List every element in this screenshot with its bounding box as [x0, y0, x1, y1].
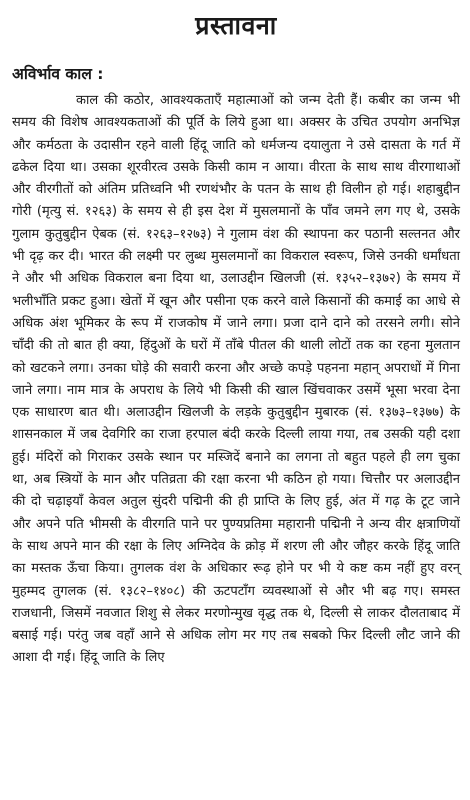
- body-paragraph: काल की कठोर, आवश्यकताएँ महात्माओं को जन्म देती हैं। कबीर का जन्म भी समय की विशेष आवश्यकताओं की पूर्ति के लिये हुआ था। अक्सर के उचित उपयोग अनभिज्ञ और कर्मठता के उदासीन रहने वाली हिंदू जाति को धर्मजन्य दयालुता ने उसे दासता के गर्त में ढकेल दिया था। उसका शूरवीरत्व उसके किसी काम न आया। वीरता के साथ साथ वीरगाथाओं और वीरगीतों को अंतिम प्रतिध्वनि भी रणथंभौर के पतन के साथ ही विलीन हो गई। शहाबुद्दीन गोरी (मृत्यु सं. १२६३) के समय से ही इस देश में मुसलमानों के पाँव जमने लग गए थे, उसके गुलाम कुतुबुद्दीन ऐबक (सं. १२६३–१२७३) ने गुलाम वंश की स्थापना कर पठानी सल्तनत और भी दृढ़ कर दी। भारत की लक्ष्मी पर लुब्ध मुसलमानों का विकराल स्वरूप, जिसे उनकी धर्मांधता ने और भी अधिक विकराल बना दिया था, उलाउद्दीन खिलजी (सं. १३५२–१३७२) के समय में भलीभाँति प्रकट हुआ। खेतों में खून और पसीना एक करने वाले किसानों की कमाई का आधे से अधिक अंश भूमिकर के रूप में राजकोष में जाने लगा। प्रजा दाने दाने को तरसने लगी। सोने चाँदी की तो बात ही क्या, हिंदुओं के घरों में ताँबे पीतल की थाली लोटों तक का रहना मुलतान को खटकने लगा। उनका घोड़े की सवारी करना और अच्छे कपड़े पहनना महान् अपराधों में गिना जाने लगा। नाम मात्र के अपराध के लिये भी किसी की खाल खिंचवाकर उसमें भूसा भरवा देना एक साधारण बात थी। अलाउद्दीन खिलजी के लड़के कुतुबुद्दीन मुबारक (सं. १३७३–१३७७) के शासनकाल में जब देवगिरि का राजा हरपाल बंदी करके दिल्ली लाया गया, तब उसकी यही दशा हुई। मंदिरों को गिराकर उसके स्थान पर मस्जिदें बनाने का लगना तो बहुत पहले ही लग चुका था, अब स्त्रियों के मान और पतिव्रता की रक्षा करना भी कठिन हो गया। चित्तौर पर अलाउद्दीन की दो चढ़ाइयाँ केवल अतुल सुंदरी पद्मिनी की ही प्राप्ति के लिए हुई, अंत में गढ़ के टूट जाने और अपने पति भीमसी के वीरगति पाने पर पुण्यप्रतिमा महारानी पद्मिनी ने अन्य वीर क्षत्राणियों के साथ अपने मान की रक्षा के लिए अग्निदेव के क्रोड़ में शरण ली और जौहर करके हिंदू जाति का मस्तक ऊँचा किया। तुगलक वंश के अधिकार रूढ़ होने पर भी ये कष्ट कम नहीं हुए वरन् मुहम्मद तुगलक (सं. १३८२–१४०८) की ऊटपटाँग व्यवस्थाओं से और भी बढ़ गए। समस्त राजधानी, जिसमें नवजात शिशु से लेकर मरणोन्मुख वृद्ध तक थे, दिल्ली से लाकर दौलताबाद में बसाई गई। परंतु जब वहाँ आने से अधिक लोग मर गए तब सबको फिर दिल्ली लौट जाने की आशा दी गई। हिंदू जाति के लिए: [12, 93, 460, 666]
- section-heading: अविर्भाव काल :: [12, 65, 104, 83]
- page-title: प्रस्तावना: [195, 11, 277, 40]
